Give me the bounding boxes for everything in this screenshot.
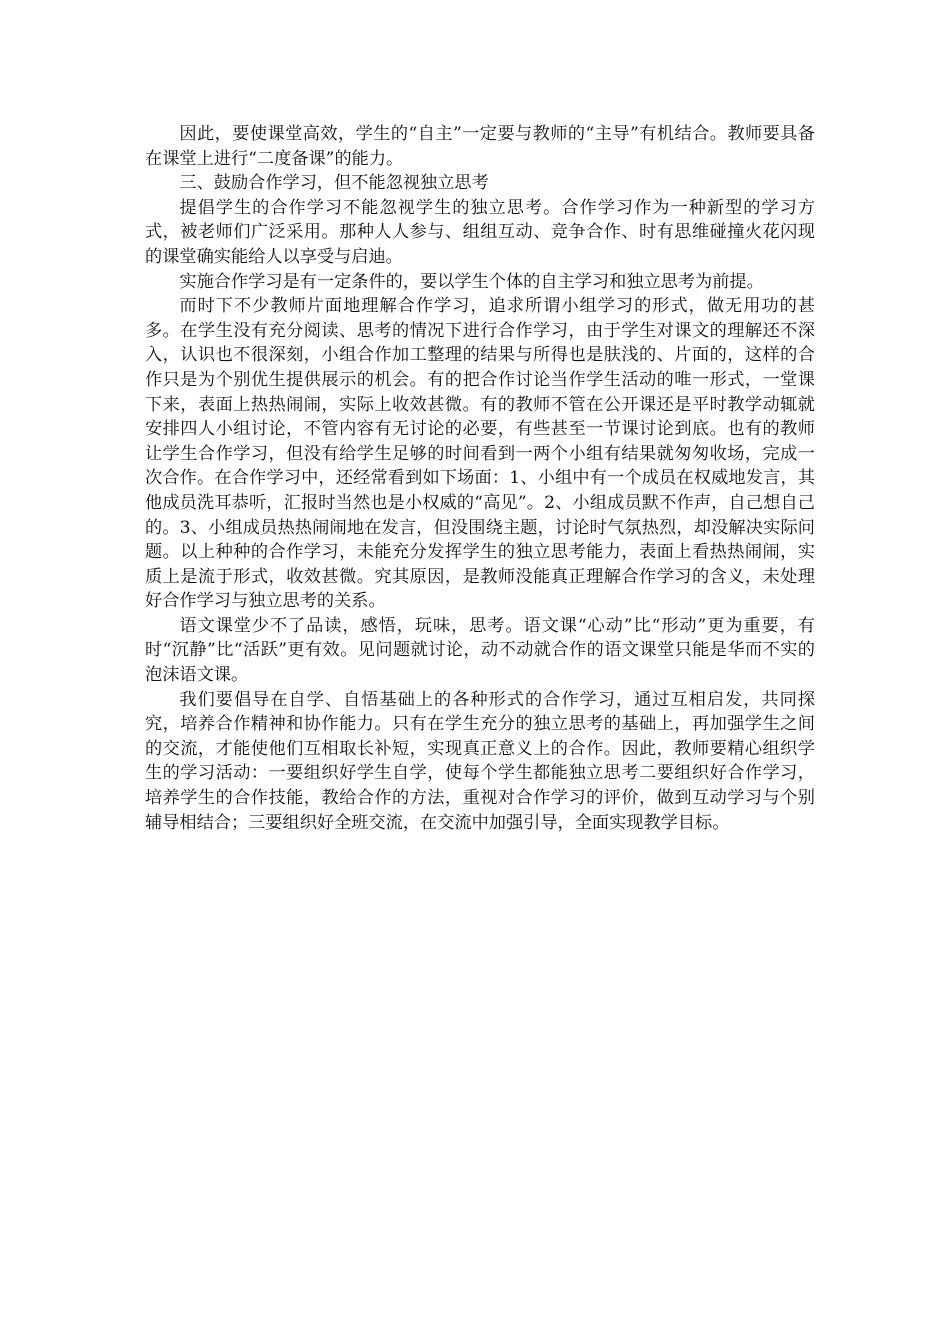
paragraph-chinese-class: 语文课堂少不了品读，感悟，玩味，思考。语文课“心动”比“形动”更为重要，有时“沉静”比“活跃”更有效。见问题就讨论，动不动就合作的语文课堂只能是华而不实的泡沫语文课。 [145,615,815,686]
document-body [145,122,815,835]
paragraph-recommendations: 我们要倡导在自学、自悟基础上的各种形式的合作学习，通过互相启发，共同探究，培养合作精神和协作能力。只有在学生充分的独立思考的基础上，再加强学生之间的交流，才能使他们互相取长补短，实现真正意义上的合作。因此，教师要精心组织学生的学习活动：一要组织好学生自学，使每个学生都能独立思考二要组织好合作学习，培养学生的合作技能，教给合作的方法，重视对合作学习的评价，做到互动学习与个别辅导相结合；三要组织好全班交流，在交流中加强引导，全面实现教学目标。 [145,689,815,833]
paragraph-conclusion-teacher-role: 因此，要使课堂高效，学生的“自主”一定要与教师的“主导”有机结合。教师要具备在课堂上进行“二度备课”的能力。 [145,124,815,169]
section-heading-three: 三、鼓励合作学习，但不能忽视独立思考 [179,173,489,194]
paragraph-current-problems: 而时下不少教师片面地理解合作学习，追求所谓小组学习的形式，做无用功的甚多。在学生没有充分阅读、思考的情况下进行合作学习，由于学生对课文的理解还不深入，认识也不很深刻，小组合作加工整理的结果与所得也是肤浅的、片面的，这样的合作只是为个别优生提供展示的机会。有的把合作讨论当作学生活动的唯一形式，一堂课下来，表面上热热闹闹，实际上收效甚微。有的教师不管在公开课还是平时教学动辄就安排四人小组讨论，不管内容有无讨论的必要，有些甚至一节课讨论到底。也有的教师让学生合作学习，但没有给学生足够的时间看到一两个小组有结果就匆匆收场，完成一次合作。在合作学习中，还经常看到如下场面：1、小组中有一个成员在权威地发言，其他成员洗耳恭听，汇报时当然也是小权威的“高见”。2、小组成员默不作声，自己想自己的。3、小组成员热热闹闹地在发言，但没围绕主题，讨论时气氛热烈，却没解决实际问题。以上种种的合作学习，未能充分发挥学生的独立思考能力，表面上看热热闹闹，实质上是流于形式，收效甚微。究其原因，是教师没能真正理解合作学习的含义，未处理好合作学习与独立思考的关系。 [145,296,815,612]
paragraph-cooperative-prerequisite: 实施合作学习是有一定条件的，要以学生个体的自主学习和独立思考为前提。 [179,271,764,292]
paragraph-cooperative-learning-intro: 提倡学生的合作学习不能忽视学生的独立思考。合作学习作为一种新型的学习方式，被老师们广泛采用。那种人人参与、组组互动、竞争合作、时有思维碰撞火花闪现的课堂确实能给人以享受与启迪。 [145,197,815,267]
